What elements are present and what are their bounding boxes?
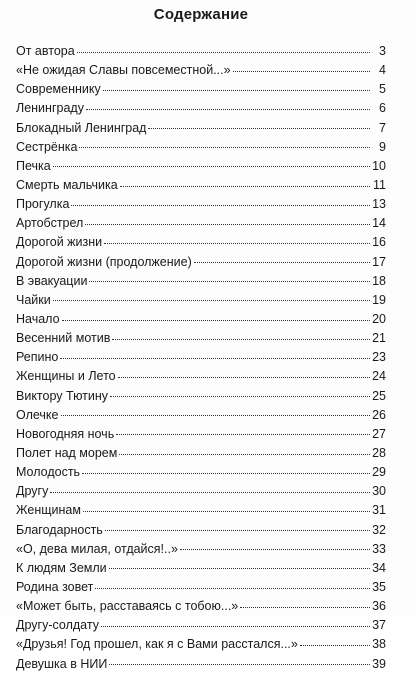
dot-leader <box>194 261 370 263</box>
toc-entry <box>16 559 386 578</box>
dot-leader <box>101 625 370 627</box>
toc-entry-page-number: 13 <box>372 197 386 212</box>
toc-entry-page-number: 18 <box>372 273 386 288</box>
toc-entry-page-number: 37 <box>372 618 386 633</box>
toc-entry-page-number: 39 <box>372 656 386 671</box>
dot-leader <box>71 204 370 206</box>
toc-entry <box>16 291 386 310</box>
dot-leader <box>180 548 370 550</box>
toc-entry <box>16 578 386 597</box>
dot-leader <box>53 165 370 167</box>
toc-entry-title: Сестрёнка <box>16 139 78 154</box>
dot-leader <box>104 242 370 244</box>
toc-entry-page-number: 23 <box>372 350 386 365</box>
toc-entry-title: Виктору Тютину <box>16 388 109 403</box>
dot-leader <box>109 567 370 569</box>
toc-entry-page-number: 24 <box>372 369 386 384</box>
page-title: Содержание <box>153 6 249 23</box>
toc-entry-title: Олечке <box>16 407 59 422</box>
dot-leader <box>105 529 370 531</box>
toc-entry-title: Весенний мотив <box>16 331 111 346</box>
toc-entry-title: Другу-солдату <box>16 618 99 633</box>
toc-entry-title: Смерть мальчика <box>16 177 118 192</box>
toc-entry-page-number: 7 <box>379 120 386 135</box>
toc-entry-page-number: 3 <box>379 44 386 58</box>
toc-entry-page-number: 33 <box>372 541 386 556</box>
dot-leader <box>300 644 370 646</box>
toc-entry <box>16 272 386 291</box>
toc-entry-page-number: 38 <box>372 637 386 652</box>
toc-entry-title: «Друзья! Год прошел, как я с Вами расстался...» <box>16 637 298 652</box>
toc-entry-title: Женщинам <box>16 503 81 518</box>
toc-entry <box>16 99 386 118</box>
toc-entry-title: Чайки <box>16 292 51 307</box>
toc-entry <box>16 176 386 195</box>
toc-entry <box>16 157 386 176</box>
toc-entry <box>16 463 386 482</box>
toc-entry-title: В эвакуации <box>16 273 88 288</box>
dot-leader <box>95 587 370 589</box>
toc-entry-page-number: 35 <box>372 579 386 594</box>
toc-entry-title: Начало <box>16 311 60 326</box>
toc-entry-title: Печка <box>16 158 51 173</box>
toc-entry-page-number: 5 <box>379 82 386 97</box>
toc-entry-page-number: 29 <box>372 465 386 480</box>
toc-entry <box>16 387 386 406</box>
toc-entry-page-number: 16 <box>372 235 386 250</box>
toc-entry <box>16 444 386 463</box>
toc-entry-page-number: 10 <box>372 158 386 173</box>
dot-leader <box>112 338 370 340</box>
toc-entry <box>16 406 386 425</box>
toc-entry-title: «Не ожидая Славы повсеместной...» <box>16 63 231 78</box>
toc-entry-page-number: 11 <box>373 177 386 192</box>
toc-entry <box>16 214 386 233</box>
toc-entry <box>16 367 386 386</box>
toc-entry-title: Дорогой жизни (продолжение) <box>16 254 192 269</box>
toc-entry <box>16 253 386 272</box>
toc-entry-page-number: 36 <box>372 599 386 614</box>
toc-entry-page-number: 20 <box>372 311 386 326</box>
toc-entry <box>16 482 386 501</box>
dot-leader <box>110 395 370 397</box>
toc-entry <box>16 348 386 367</box>
toc-entry <box>16 597 386 616</box>
dot-leader <box>119 453 370 455</box>
toc-entry-page-number: 19 <box>372 292 386 307</box>
toc-entry-page-number: 6 <box>379 101 386 116</box>
toc-entry-page-number: 17 <box>372 254 386 269</box>
toc-entry <box>16 195 386 214</box>
toc-entry-page-number: 32 <box>372 522 386 537</box>
toc-entry-page-number: 14 <box>372 216 386 231</box>
toc-entry <box>16 425 386 444</box>
toc-entry <box>16 310 386 329</box>
dot-leader <box>77 51 370 53</box>
toc-entry-title: Родина зовет <box>16 579 94 594</box>
toc-entry <box>16 233 386 252</box>
toc-entry-page-number: 27 <box>372 426 386 441</box>
toc-entry-page-number: 30 <box>372 484 386 499</box>
toc-entry-title: Женщины и Лето <box>16 369 116 384</box>
dot-leader <box>240 606 370 608</box>
dot-leader <box>85 223 370 225</box>
toc-entry-title: Полет над морем <box>16 445 118 460</box>
toc-entry <box>16 616 386 635</box>
toc-entry-title: Прогулка <box>16 197 70 212</box>
dot-leader <box>60 357 370 359</box>
dot-leader <box>61 414 371 416</box>
toc-entry-title: «Может быть, расставаясь с тобою...» <box>16 599 239 614</box>
dot-leader <box>62 319 370 321</box>
dot-leader <box>120 185 370 187</box>
dot-leader <box>89 280 370 282</box>
dot-leader <box>53 299 370 301</box>
dot-leader <box>118 376 370 378</box>
toc-entry-page-number: 25 <box>372 388 386 403</box>
toc-entry <box>16 61 386 80</box>
toc-entry <box>16 329 386 348</box>
dot-leader <box>109 663 370 665</box>
toc-entry-title: От автора <box>16 44 75 58</box>
toc-entry-title: Дорогой жизни <box>16 235 103 250</box>
dot-leader <box>79 146 370 148</box>
toc-entry-page-number: 9 <box>379 139 386 154</box>
toc-entry-page-number: 28 <box>372 445 386 460</box>
toc-entry <box>16 501 386 520</box>
toc-entry-page-number: 26 <box>372 407 386 422</box>
toc-entry-title: К людям Земли <box>16 560 107 575</box>
toc-entry <box>16 42 386 61</box>
toc-entry-title: «О, дева милая, отдайся!..» <box>16 541 178 556</box>
toc-entry-title: Ленинграду <box>16 101 84 116</box>
dot-leader <box>233 70 370 72</box>
dot-leader <box>148 127 370 129</box>
toc-entry-title: Репино <box>16 350 59 365</box>
toc-entry <box>16 138 386 157</box>
toc-entry-title: Новогодняя ночь <box>16 426 115 441</box>
dot-leader <box>50 491 370 493</box>
toc-entry-page-number: 31 <box>372 503 386 518</box>
dot-leader <box>83 510 370 512</box>
dot-leader <box>116 433 370 435</box>
dot-leader <box>86 108 370 110</box>
toc-entry-page-number: 4 <box>379 63 386 78</box>
dot-leader <box>103 89 370 91</box>
toc-entry-title: Девушка в НИИ <box>16 656 108 671</box>
toc-entry-title: Молодость <box>16 465 81 480</box>
toc-entry-title: Другу <box>16 484 49 499</box>
toc-entry <box>16 521 386 540</box>
toc-entry-page-number: 34 <box>372 560 386 575</box>
table-of-contents <box>16 42 386 674</box>
toc-entry <box>16 540 386 559</box>
dot-leader <box>82 472 370 474</box>
toc-entry-title: Благодарность <box>16 522 103 537</box>
toc-entry-title: Артобстрел <box>16 216 84 231</box>
toc-entry <box>16 635 386 654</box>
toc-entry-page-number: 21 <box>372 331 386 346</box>
toc-entry <box>16 80 386 99</box>
toc-entry <box>16 119 386 138</box>
toc-entry-title: Блокадный Ленинград <box>16 120 147 135</box>
toc-entry-title: Современнику <box>16 82 101 97</box>
toc-entry <box>16 655 386 674</box>
